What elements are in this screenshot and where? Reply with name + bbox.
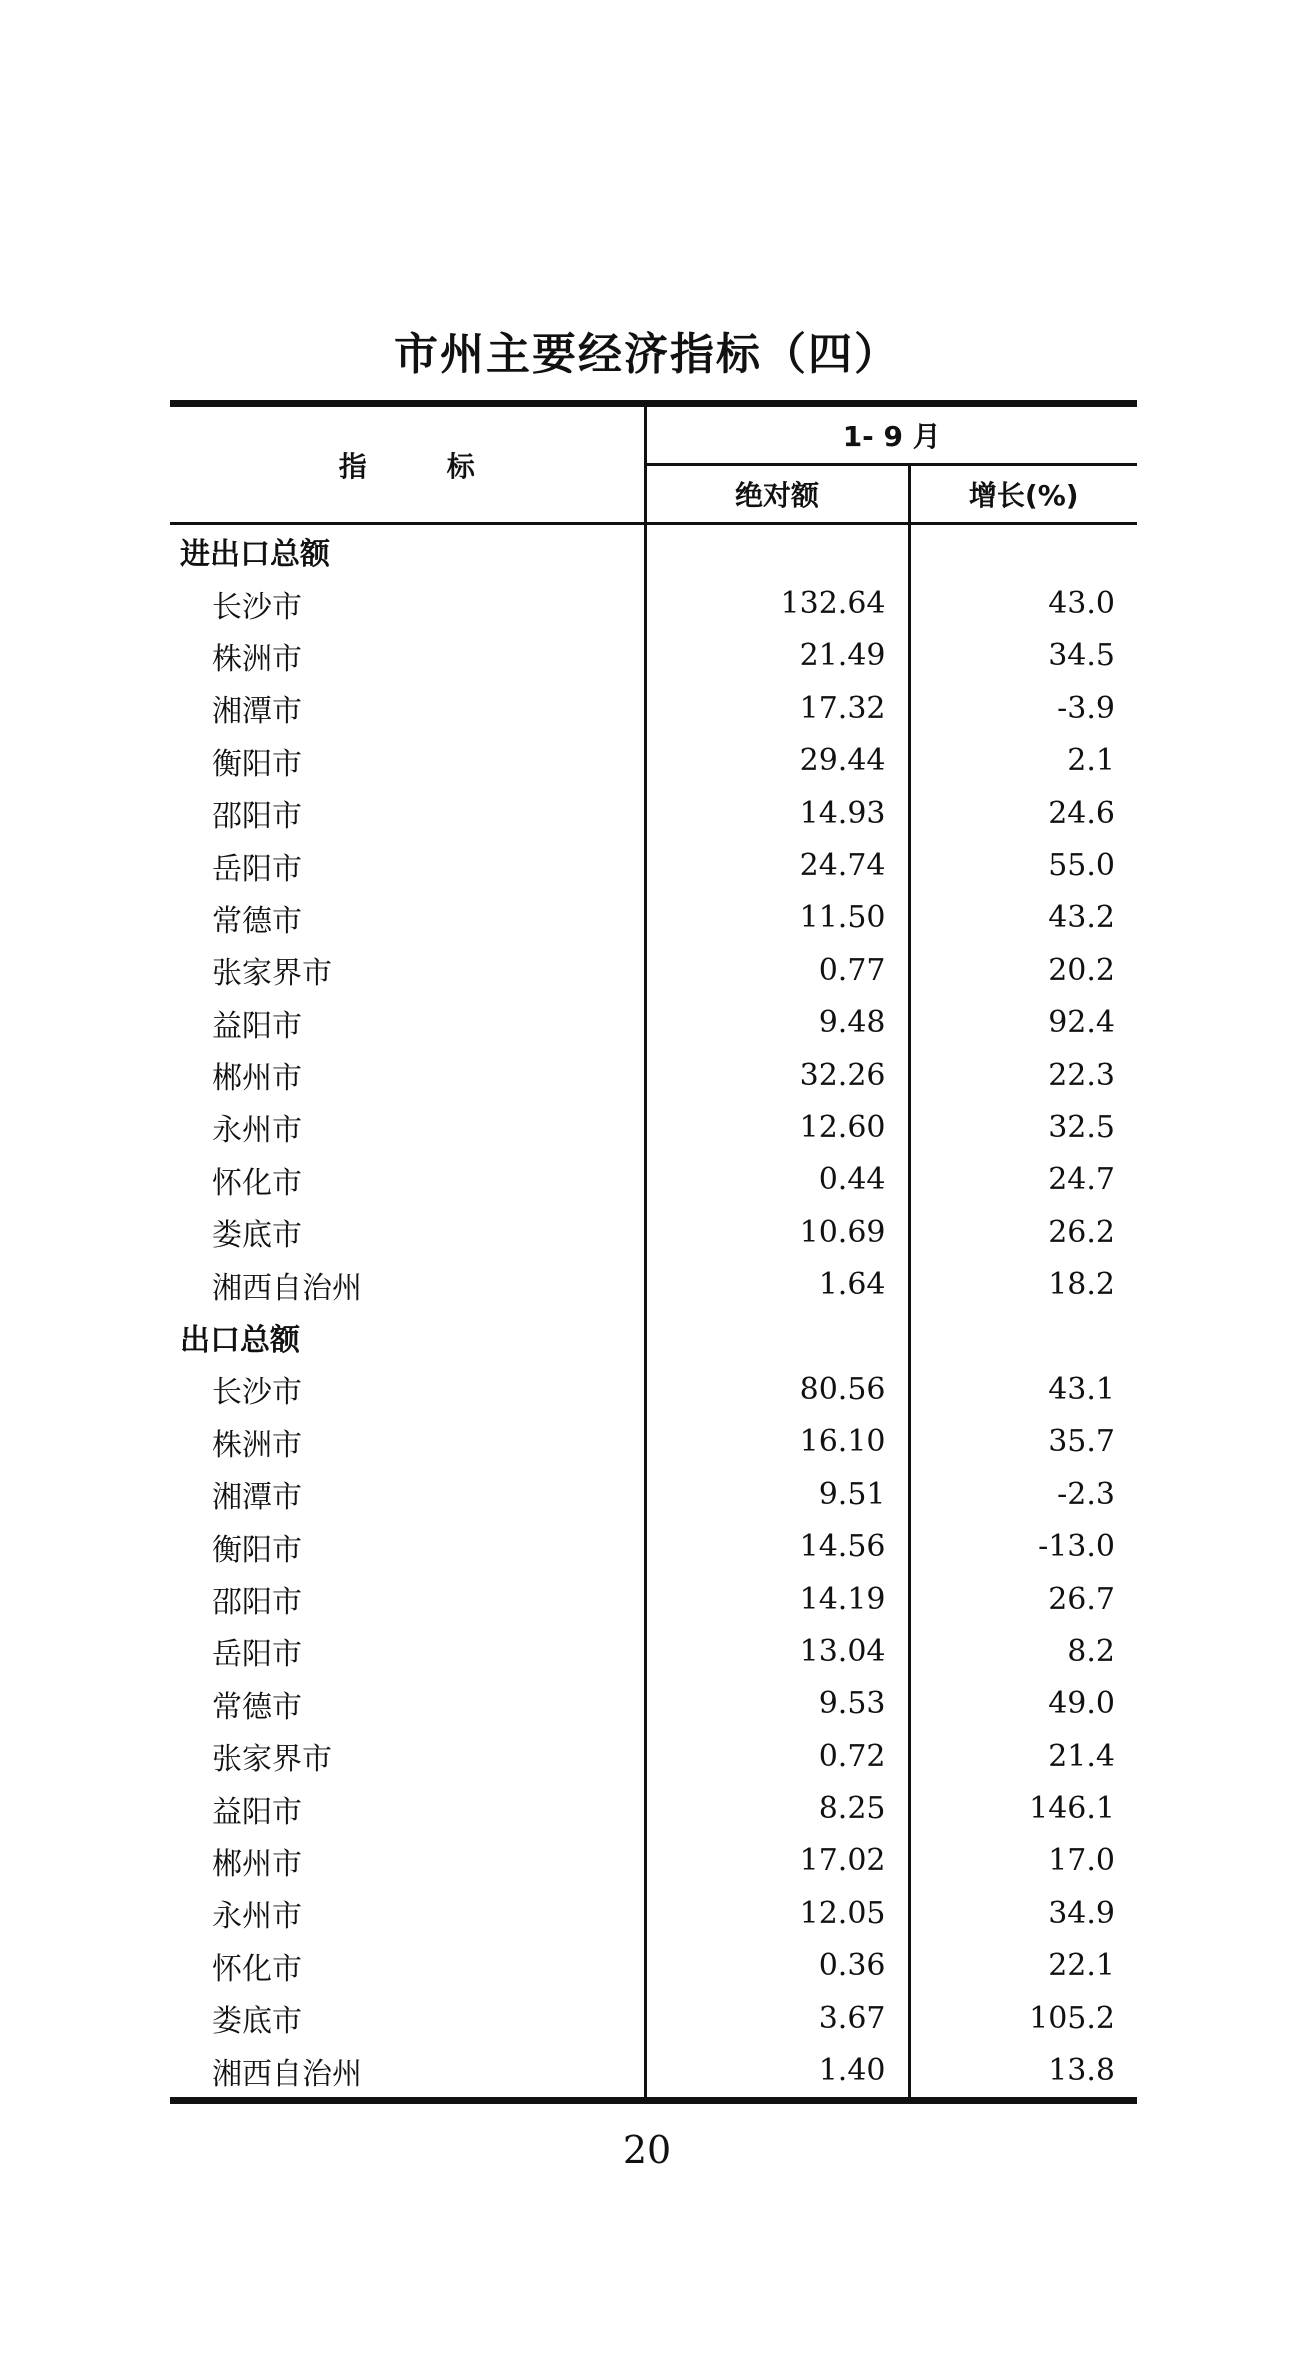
absolute-value: 11.50 xyxy=(645,892,909,944)
absolute-value: 80.56 xyxy=(645,1363,909,1415)
city-name: 张家界市 xyxy=(170,944,645,996)
city-name: 娄底市 xyxy=(170,1206,645,1258)
absolute-header: 绝对额 xyxy=(645,465,909,524)
city-name: 株洲市 xyxy=(170,1416,645,1468)
city-name: 衡阳市 xyxy=(170,735,645,787)
growth-value: 26.2 xyxy=(1048,1214,1115,1250)
absolute-value: 0.36 xyxy=(645,1940,909,1992)
growth-value: 34.9 xyxy=(1048,1895,1115,1931)
table-header xyxy=(170,404,1137,524)
indicator-header xyxy=(170,404,645,524)
table-row xyxy=(170,630,1137,682)
city-name: 益阳市 xyxy=(170,1782,645,1834)
table-row xyxy=(170,839,1137,891)
table-row xyxy=(170,682,1137,734)
growth-value: 34.5 xyxy=(1048,638,1115,674)
section-label: 进出口总额 xyxy=(170,524,645,578)
growth-value: 22.1 xyxy=(1048,1948,1115,1984)
city-name: 岳阳市 xyxy=(170,1625,645,1677)
empty-cell xyxy=(909,1311,1137,1363)
table-row xyxy=(170,1940,1137,1992)
table-body xyxy=(170,524,1137,2101)
absolute-value: 3.67 xyxy=(645,1992,909,2044)
absolute-value: 32.26 xyxy=(645,1049,909,1101)
city-name: 湘潭市 xyxy=(170,682,645,734)
city-name: 长沙市 xyxy=(170,577,645,629)
growth-value: 55.0 xyxy=(1048,848,1115,884)
indicator-header-part2: 标 xyxy=(446,449,475,483)
growth-value: 35.7 xyxy=(1048,1424,1115,1460)
absolute-value: 21.49 xyxy=(645,630,909,682)
absolute-value: 14.93 xyxy=(645,787,909,839)
absolute-value: 0.77 xyxy=(645,944,909,996)
growth-value: 24.7 xyxy=(1048,1162,1115,1198)
table-row xyxy=(170,787,1137,839)
table-row xyxy=(170,892,1137,944)
city-name: 长沙市 xyxy=(170,1363,645,1415)
table-row xyxy=(170,1468,1137,1520)
absolute-value: 0.44 xyxy=(645,1154,909,1206)
growth-value: 20.2 xyxy=(1048,952,1115,988)
growth-value: 26.7 xyxy=(1048,1581,1115,1617)
city-name: 衡阳市 xyxy=(170,1520,645,1572)
table-row xyxy=(170,1416,1137,1468)
growth-value: -3.9 xyxy=(1057,690,1115,726)
growth-value: 43.0 xyxy=(1048,586,1115,622)
section-row xyxy=(170,1311,1137,1363)
city-name: 湘西自治州 xyxy=(170,2044,645,2100)
table-row xyxy=(170,1049,1137,1101)
table-row xyxy=(170,1887,1137,1939)
city-name: 郴州市 xyxy=(170,1049,645,1101)
city-name: 邵阳市 xyxy=(170,787,645,839)
absolute-value: 29.44 xyxy=(645,735,909,787)
growth-value: 8.2 xyxy=(1067,1633,1115,1669)
table-row xyxy=(170,577,1137,629)
city-name: 永州市 xyxy=(170,1101,645,1153)
city-name: 常德市 xyxy=(170,892,645,944)
table-row xyxy=(170,997,1137,1049)
period-header: 1- 9 月 xyxy=(645,404,1137,465)
absolute-value: 1.40 xyxy=(645,2044,909,2100)
growth-value: 24.6 xyxy=(1048,795,1115,831)
table-row xyxy=(170,1678,1137,1730)
city-name: 邵阳市 xyxy=(170,1573,645,1625)
table-row xyxy=(170,1520,1137,1572)
empty-cell xyxy=(645,1311,909,1363)
table-row xyxy=(170,1258,1137,1310)
city-name: 岳阳市 xyxy=(170,839,645,891)
table-row xyxy=(170,1154,1137,1206)
empty-cell xyxy=(645,524,909,578)
page-title: 市州主要经济指标（四） xyxy=(394,329,900,380)
growth-value: 105.2 xyxy=(1029,2000,1115,2036)
growth-value: 92.4 xyxy=(1048,1005,1115,1041)
empty-cell xyxy=(909,524,1137,578)
city-name: 娄底市 xyxy=(170,1992,645,2044)
indicators-table xyxy=(170,400,1137,2104)
table-row xyxy=(170,1782,1137,1834)
growth-value: 32.5 xyxy=(1048,1109,1115,1145)
growth-value: 21.4 xyxy=(1048,1738,1115,1774)
table-row xyxy=(170,2044,1137,2100)
growth-value: 2.1 xyxy=(1067,743,1115,779)
table-row xyxy=(170,944,1137,996)
table-row xyxy=(170,1101,1137,1153)
growth-value: 22.3 xyxy=(1048,1057,1115,1093)
section-label: 出口总额 xyxy=(170,1311,645,1363)
absolute-value: 9.53 xyxy=(645,1678,909,1730)
growth-value: 43.1 xyxy=(1048,1371,1115,1407)
absolute-value: 13.04 xyxy=(645,1625,909,1677)
city-name: 益阳市 xyxy=(170,997,645,1049)
section-row xyxy=(170,524,1137,578)
growth-value: 13.8 xyxy=(909,2044,1137,2100)
city-name: 郴州市 xyxy=(170,1835,645,1887)
city-name: 湘西自治州 xyxy=(170,1258,645,1310)
growth-value: 146.1 xyxy=(1029,1791,1115,1827)
absolute-value: 132.64 xyxy=(645,577,909,629)
absolute-value: 16.10 xyxy=(645,1416,909,1468)
table-row xyxy=(170,735,1137,787)
growth-value: 18.2 xyxy=(1048,1267,1115,1303)
absolute-value: 9.48 xyxy=(645,997,909,1049)
growth-value: 43.2 xyxy=(1048,900,1115,936)
absolute-value: 10.69 xyxy=(645,1206,909,1258)
absolute-value: 12.60 xyxy=(645,1101,909,1153)
growth-value: 49.0 xyxy=(1048,1686,1115,1722)
table-row xyxy=(170,1992,1137,2044)
table-row xyxy=(170,1363,1137,1415)
table-row xyxy=(170,1625,1137,1677)
city-name: 怀化市 xyxy=(170,1154,645,1206)
growth-value: -2.3 xyxy=(1057,1476,1115,1512)
absolute-value: 14.19 xyxy=(645,1573,909,1625)
table-row xyxy=(170,1835,1137,1887)
absolute-value: 9.51 xyxy=(645,1468,909,1520)
city-name: 永州市 xyxy=(170,1887,645,1939)
growth-value: -13.0 xyxy=(1038,1529,1115,1565)
absolute-value: 17.02 xyxy=(645,1835,909,1887)
city-name: 怀化市 xyxy=(170,1940,645,1992)
table-row xyxy=(170,1206,1137,1258)
absolute-value: 1.64 xyxy=(645,1258,909,1310)
table-row xyxy=(170,1730,1137,1782)
city-name: 株洲市 xyxy=(170,630,645,682)
absolute-value: 24.74 xyxy=(645,839,909,891)
growth-value: 17.0 xyxy=(1048,1843,1115,1879)
absolute-value: 14.56 xyxy=(645,1520,909,1572)
page-number: 20 xyxy=(622,2128,672,2172)
city-name: 常德市 xyxy=(170,1678,645,1730)
table-row xyxy=(170,1573,1137,1625)
growth-header: 增长(%) xyxy=(909,465,1137,524)
absolute-value: 17.32 xyxy=(645,682,909,734)
city-name: 张家界市 xyxy=(170,1730,645,1782)
absolute-value: 8.25 xyxy=(645,1782,909,1834)
absolute-value: 0.72 xyxy=(645,1730,909,1782)
city-name: 湘潭市 xyxy=(170,1468,645,1520)
indicator-header-part1: 指 xyxy=(338,449,367,483)
absolute-value: 12.05 xyxy=(645,1887,909,1939)
